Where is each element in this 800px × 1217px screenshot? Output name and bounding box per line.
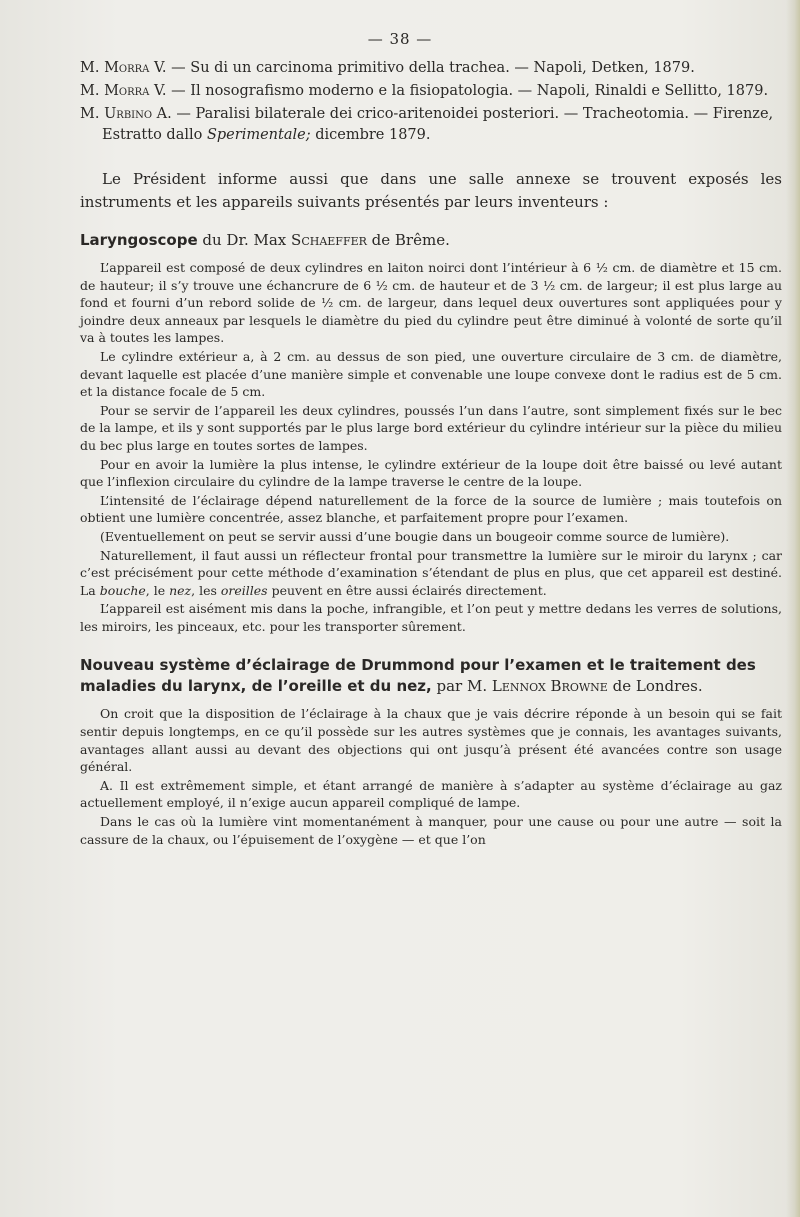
reference-text: — Paralisi bilaterale dei crico-aritenoidei posteriori. — Tracheotomia. — Firenze, Estratto dallo xyxy=(102,106,774,143)
section-title-text: du Dr. Max xyxy=(197,231,292,249)
section-title-name: Schaeffer xyxy=(291,231,367,249)
page-edge-shadow xyxy=(786,0,800,1217)
reference-entry xyxy=(80,81,782,102)
body-paragraph: Naturellement, il faut aussi un réflecteur frontal pour transmettre la lumière sur le miroir du larynx ; car c’est précisément pour cette méthode d’examination s’étendant de plus en plus, que cet appareil est destiné. La bouche, le nez, les oreilles peuvent en être aussi éclairés directement. xyxy=(80,547,782,598)
section-heading-laryngoscope xyxy=(80,230,782,251)
section-title-name: Lennox Browne xyxy=(491,677,608,696)
body-paragraph: A. Il est extrêmement simple, et étant arrangé de manière à s’adapter au système d’éclairage au gaz actuellement employé, il n’exige aucun appareil compliqué de lampe. xyxy=(80,777,782,811)
body-paragraph: Le cylindre extérieur a, à 2 cm. au dessus de son pied, une ouverture circulaire de 3 cm. de diamètre, devant laquelle est placée d’une manière simple et convenable une loupe convexe dont le radius est de 5 cm. et la distance focale de 5 cm. xyxy=(80,348,782,400)
body-paragraph: Pour se servir de l’appareil les deux cylindres, poussés l’un dans l’autre, sont simplement fixés sur le bec de la lampe, et ils y sont supportés par le plus large bord extérieur du cylindre intérieur sur la pièce du milieu du bec plus large en toutes sortes de lampes. xyxy=(80,402,782,453)
body-paragraph: Dans le cas où la lumière vint momentanément à manquer, pour une cause ou pour une autre — soit la cassure de la chaux, ou l’épuisement de l’oxygène — et que l’on xyxy=(80,814,782,847)
section-title-bold: Nouveau système d’éclairage de Drummond pour l’examen et le traitement des maladies du larynx, de l’oreille et du nez, xyxy=(80,656,756,696)
section-title-text: par M. xyxy=(431,677,492,696)
section-title-end: de Brême. xyxy=(366,231,450,249)
reference-author: M. Urbino A. xyxy=(80,106,172,122)
reference-text: — Il nosografismo moderno e la fisiopatologia. — Napoli, Rinaldi e Sellitto, 1879. xyxy=(166,83,769,99)
italic-term: oreilles xyxy=(220,582,268,598)
section-body-drummond xyxy=(80,705,782,848)
body-paragraph: L’appareil est composé de deux cylindres en laiton noirci dont l’intérieur à 6 ½ cm. de diamètre et 15 cm. de hauteur; il s’y trouve une échancrure de 6 ½ cm. de hauteur et de 3 ½ cm. de largeur; il est plus large au fond et fourni d’un rebord solide de ½ cm. de largeur, dans lequel deux ouvertures sont appliquées pour y joindre deux anneaux par lesquels le diamètre du pied du cylindre peut être diminué à volonté de sorte qu’il va à toutes les lampes. xyxy=(80,260,782,346)
section-body-laryngoscope xyxy=(80,259,782,635)
body-paragraph: Pour en avoir la lumière la plus intense, le cylindre extérieur de la loupe doit être baissé ou levé autant que l’inflexion circulaire du cylindre de la lampe traverse le centre de la loupe. xyxy=(80,456,782,490)
intro-paragraph: Le Président informe aussi que dans une salle annexe se trouvent exposés les instruments et les appareils suivants présentés par leurs inventeurs : xyxy=(80,170,782,211)
section-title-end: de Londres. xyxy=(607,677,703,696)
body-paragraph: On croit que la disposition de l’éclairage à la chaux que je vais décrire réponde à un besoin qui se fait sentir depuis longtemps, en ce qu’il possède sur les autres systèmes que je connais, les avantages suivants, avantages allant aussi au devant des objections qui ont jusqu’à présent été avancées contre son usage général. xyxy=(80,706,782,775)
body-paragraph: L’appareil est aisément mis dans la poche, infrangible, et l’on peut y mettre dedans les verres de solutions, les miroirs, les pinceaux, etc. pour les transporter sûrement. xyxy=(80,601,782,634)
body-paragraph: L’intensité de l’éclairage dépend naturellement de la force de la source de lumière ; mais toutefois on obtient une lumière concentrée, assez blanche, et parfaitement propre pour l’examen. xyxy=(80,492,782,526)
reference-text: — Su di un carcinoma primitivo della trachea. — Napoli, Detken, 1879. xyxy=(166,60,695,76)
section-title-bold: Laryngoscope xyxy=(80,231,198,249)
reference-author: M. Morra V. xyxy=(80,60,167,76)
italic-term: bouche xyxy=(99,582,146,598)
body-paragraph: (Eventuellement on peut se servir aussi d’une bougie dans un bougeoir comme source de lumière). xyxy=(100,528,730,544)
reference-entry xyxy=(80,58,782,79)
reference-journal: Sperimentale; xyxy=(206,127,311,143)
section-heading-drummond xyxy=(80,655,782,697)
reference-entry xyxy=(80,104,782,146)
page-content xyxy=(80,58,782,849)
reference-author: M. Morra V. xyxy=(80,83,167,99)
italic-term: nez xyxy=(169,582,192,598)
reference-date: dicembre 1879. xyxy=(310,127,431,143)
page-number: — 38 — xyxy=(367,30,433,48)
